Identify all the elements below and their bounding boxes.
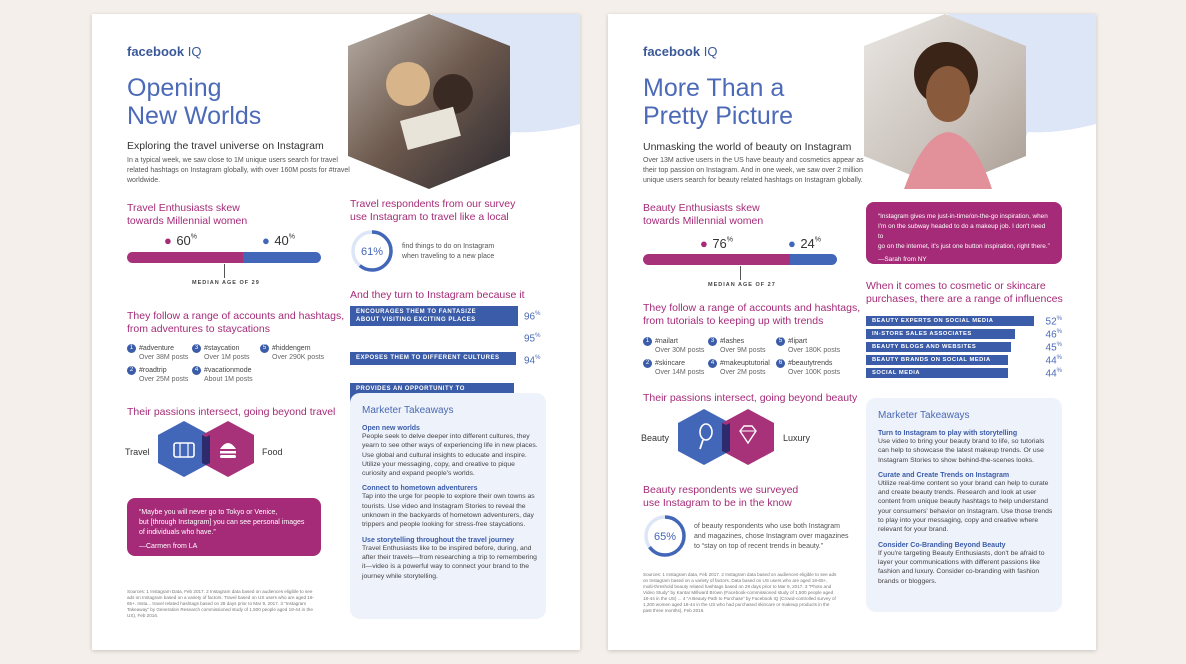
because-label-line-2: ABOUT VISITING EXCITING PLACES — [356, 317, 476, 323]
hashtag-count: Over 1M posts — [204, 354, 250, 361]
female-icon: ● — [164, 233, 172, 248]
because-value-suffix: % — [535, 333, 541, 339]
influence-bar: BEAUTY BLOGS AND WEBSITES — [866, 342, 1011, 352]
local-heading-line-2: use Instagram to travel like a local — [350, 211, 509, 223]
hashtag-item — [708, 337, 766, 355]
respondents-text-line-2: and magazines, chose Instagram over magazines — [694, 533, 849, 540]
travelers-photo — [348, 14, 510, 189]
marketer-takeaways — [866, 398, 1062, 612]
female-icon: ● — [700, 236, 708, 251]
facebook-iq-logo — [127, 44, 201, 59]
influence-value-suffix: % — [1056, 355, 1062, 361]
hashtag-item — [776, 359, 840, 377]
hashtag-count: Over 14M posts — [655, 369, 705, 376]
influence-heading-line-1: When it comes to cosmetic or skincare — [866, 280, 1046, 292]
takeaway-body: Tap into the urge for people to explore their own towns as tourists. Use video and Instagram Stories to reveal the unknown in the backyards of hometown adventurers, day trippers and people looking for stress-free staycations. — [362, 493, 535, 529]
hashtag-count: Over 2M posts — [720, 369, 766, 376]
hashtag-count: About 1M posts — [204, 376, 253, 383]
beauty-quote — [866, 202, 1062, 264]
follow-heading — [127, 310, 344, 336]
hashtag-count: Over 25M posts — [139, 376, 189, 383]
passions-venn — [156, 419, 256, 479]
because-bar — [350, 306, 518, 326]
quote-author: —Sarah from NY — [878, 256, 927, 263]
influence-row — [866, 329, 1062, 341]
respondents-pct-value: 65% — [653, 531, 677, 543]
title-line-1: More Than a — [643, 74, 785, 102]
male-pct-suffix: % — [288, 233, 296, 241]
skew-heading-line-2: towards Millennial women — [127, 215, 248, 227]
respondents-text-line-3: to “stay on top of recent trends in beauty.” — [694, 543, 824, 550]
hashtag-rank: 4 — [192, 366, 201, 375]
male-icon: ● — [262, 233, 270, 248]
influence-row — [866, 355, 1062, 367]
hashtag-item — [192, 344, 250, 362]
influence-row — [866, 368, 1062, 380]
woman-makeup-photo — [864, 14, 1026, 189]
influence-value-suffix: % — [1056, 316, 1062, 322]
median-age: MEDIAN AGE OF 27 — [708, 282, 776, 288]
takeaway-heading: Curate and Create Trends on Instagram — [878, 471, 1010, 479]
local-heading-line-1: Travel respondents from our survey — [350, 198, 516, 210]
female-bar-segment — [127, 252, 243, 263]
local-text — [402, 242, 494, 262]
follow-heading-line-1: They follow a range of accounts and hashtags, — [127, 310, 345, 322]
local-pct-donut — [350, 229, 394, 273]
hashtag-item — [127, 344, 188, 362]
intro-text: In a typical week, we saw close to 1M unique users search for travel related hashtags on Instagram globally, with over 160M posts for #travel worldwide. — [127, 157, 350, 184]
respondents-heading-line-1: Beauty respondents we surveyed — [643, 484, 799, 496]
female-pct-suffix: % — [190, 233, 198, 241]
female-stat — [700, 235, 733, 253]
hashtag-rank: 2 — [127, 366, 136, 375]
quote-line-1: “Instagram gives me just-in-time/on-the-go inspiration, when — [878, 213, 1048, 220]
influence-value-suffix: % — [1056, 329, 1062, 335]
takeaway-body: Use video to bring your beauty brand to life, so tutorials can help to showcase the latest makeup trends. Or use Instagram Stories to show behind-the-scenes looks. — [878, 438, 1045, 464]
respondents-heading — [643, 484, 798, 510]
because-value — [524, 355, 540, 366]
follow-heading-line-2: from adventures to staycations — [127, 323, 270, 335]
because-bar — [350, 352, 516, 365]
passions-heading: Their passions intersect, going beyond beauty — [643, 392, 858, 404]
takeaway-list — [362, 423, 538, 581]
hashtag-name: #staycation — [204, 345, 240, 352]
hashtag-name: #beautytrends — [788, 360, 833, 367]
takeaway-list — [878, 428, 1054, 586]
hashtag-name: #lipart — [788, 338, 808, 345]
takeaway-heading: Turn to Instagram to play with storytelling — [878, 430, 1018, 437]
passion-right-label: Food — [262, 447, 283, 457]
local-text-line-1: find things to do on Instagram — [402, 243, 495, 250]
hashtag-name: #vacationmode — [204, 367, 252, 374]
intro-text: Over 13M active users in the US have beauty and cosmetics appear as their top passion on Instagram. And in one week, we saw over 2 million unique users search for beauty related hashtags on Instagram globally. — [643, 157, 864, 184]
logo-brand: facebook — [127, 44, 185, 59]
hashtag-rank: 1 — [127, 344, 136, 353]
facebook-iq-logo — [643, 44, 717, 59]
quote-line-2: but [through Instagram] you can see personal images — [139, 519, 305, 526]
influence-value — [1046, 342, 1062, 353]
male-stat — [788, 235, 821, 253]
gender-split-bar — [127, 252, 321, 263]
page-subtitle: Exploring the travel universe on Instagram — [127, 140, 324, 152]
hashtag-rank: 4 — [708, 359, 717, 368]
takeaway-heading: Use storytelling throughout the travel journey — [362, 536, 515, 544]
takeaway-heading: Consider Co-Branding Beyond Beauty — [878, 541, 1006, 549]
travel-infographic-page — [92, 14, 580, 650]
because-value — [524, 311, 540, 322]
because-label-line-1: ENCOURAGES THEM TO FANTASIZE — [356, 309, 477, 315]
quote-line-3: go on the internet, it's just one button inspiration, right there.” — [878, 243, 1050, 250]
title-line-2: Pretty Picture — [643, 102, 794, 130]
male-bar-segment — [243, 252, 321, 263]
hashtag-rank: 6 — [776, 359, 785, 368]
influence-bar: BEAUTY EXPERTS ON SOCIAL MEDIA — [866, 316, 1034, 326]
takeaway-heading: Open new worlds — [362, 425, 420, 432]
page-subtitle: Unmasking the world of beauty on Instagram — [643, 141, 852, 153]
hashtag-name: #makeuptutorial — [720, 360, 770, 367]
respondents-pct-donut — [643, 514, 687, 558]
takeaways-title: Marketer Takeaways — [878, 410, 970, 421]
hashtag-count: Over 9M posts — [720, 347, 766, 354]
logo-brand: facebook — [643, 44, 701, 59]
median-marker — [224, 264, 225, 278]
hashtag-name: #adventure — [139, 345, 175, 352]
passion-right-label: Luxury — [783, 433, 811, 443]
hashtag-name: #skincare — [655, 360, 685, 367]
because-value-number: 96 — [524, 311, 536, 323]
male-pct-suffix: % — [814, 236, 822, 244]
influence-value-suffix: % — [1056, 342, 1062, 348]
passions-heading: Their passions intersect, going beyond travel — [127, 406, 336, 418]
influence-bar-list — [866, 316, 1062, 381]
quote-author: —Carmen from LA — [139, 543, 198, 550]
hashtag-count: Over 100K posts — [788, 369, 841, 376]
because-label-line-1: PROVIDES AN OPPORTUNITY TO — [356, 386, 465, 392]
female-stat — [164, 232, 197, 250]
hashtag-count: Over 30M posts — [655, 347, 705, 354]
hashtag-count: Over 180K posts — [788, 347, 841, 354]
influence-value-number: 46 — [1045, 329, 1057, 341]
female-pct-suffix: % — [726, 236, 734, 244]
influence-heading — [866, 280, 1063, 306]
because-value — [524, 333, 540, 344]
passion-left-label: Beauty — [641, 433, 670, 443]
passion-left-label: Travel — [125, 447, 150, 457]
hashtag-count: Over 290K posts — [272, 354, 325, 361]
page-title — [643, 74, 883, 130]
skew-heading — [127, 202, 247, 228]
follow-heading-line-2: from tutorials to keeping up with trends — [643, 315, 824, 327]
because-value-number: 94 — [524, 355, 536, 367]
quote-line-2: I'm on the subway headed to do a makeup job. I don't need to — [878, 223, 1046, 240]
skew-heading — [643, 202, 763, 228]
hashtag-item — [708, 359, 770, 377]
influence-value — [1046, 355, 1062, 366]
influence-bar: IN-STORE SALES ASSOCIATES — [866, 329, 1015, 339]
takeaway-heading: Connect to hometown adventurers — [362, 485, 478, 493]
because-heading: And they turn to Instagram because it — [350, 289, 525, 301]
male-bar-segment — [790, 254, 837, 265]
page-title — [127, 74, 367, 130]
follow-heading-line-1: They follow a range of accounts and hashtags, — [643, 302, 861, 314]
because-value-number: 95 — [524, 333, 536, 345]
hashtag-item — [260, 344, 324, 362]
influence-value-suffix: % — [1056, 368, 1062, 374]
because-label-line-1: EXPOSES THEM TO DIFFERENT CULTURES — [356, 355, 500, 361]
influence-bar: SOCIAL MEDIA — [866, 368, 1008, 378]
influence-row — [866, 316, 1062, 328]
male-icon: ● — [788, 236, 796, 251]
hashtag-rank: 3 — [708, 337, 717, 346]
male-pct: 40 — [274, 233, 289, 248]
respondents-heading-line-2: use Instagram to be in the know — [643, 497, 792, 509]
traveler-quote — [127, 498, 321, 556]
influence-value-number: 44 — [1045, 355, 1057, 367]
takeaway-body: Utilize real-time content so your brand can help to curate and create beauty trends. Research and look at user content from unique beauty hashtags to help understand your consumers' behavior on Instagram. Use those trends to play into your messaging, copy and creative where relevant for your brand. — [878, 479, 1053, 534]
takeaway-body: If you're targeting Beauty Enthusiasts, don't be afraid to layer your communications with different passions like fashion and luxury. Consider co-branding with fashion brands or bloggers. — [878, 549, 1045, 585]
local-pct-value: 61% — [360, 246, 384, 258]
female-pct: 76 — [712, 236, 727, 251]
beauty-infographic-page — [608, 14, 1096, 650]
because-value-suffix: % — [535, 355, 541, 361]
hashtag-item — [643, 337, 704, 355]
hashtag-rank: 1 — [643, 337, 652, 346]
hashtag-item — [643, 359, 704, 377]
influence-value-number: 52 — [1045, 316, 1057, 328]
respondents-text-line-1: of beauty respondents who use both Instagram — [694, 523, 840, 530]
hashtag-name: #nailart — [655, 338, 678, 345]
influence-value-number: 45 — [1045, 342, 1057, 354]
marketer-takeaways — [350, 393, 546, 619]
influence-value — [1046, 316, 1062, 327]
logo-suffix: IQ — [187, 44, 202, 59]
because-value-suffix: % — [535, 311, 541, 317]
sources-footnote: Sources: 1 Instagram Data, Feb 2017. 2 Instagram data based on audiences eligible to see ads on Instagram based on a variety of factors. Travel based on US users who are aged 18-65+. Insta... travel related hashtags based on 28 days prior to Mar 9, 2017. 3 “Instagram Takeaway” by Generation Research commissioned study of 1,500 people aged 18-44 in the US), Feb 2016. — [127, 589, 314, 618]
male-stat — [262, 232, 295, 250]
influence-heading-line-2: purchases, there are a range of influences — [866, 293, 1063, 305]
hashtag-rank: 3 — [192, 344, 201, 353]
skew-heading-line-1: Beauty Enthusiasts skew — [643, 202, 760, 214]
quote-line-3: of individuals who have.” — [139, 529, 216, 536]
influence-row — [866, 342, 1062, 354]
respondents-text — [694, 522, 848, 552]
hashtag-item — [192, 366, 253, 384]
influence-value — [1046, 368, 1062, 379]
local-heading — [350, 198, 515, 224]
local-text-line-2: when traveling to a new place — [402, 253, 495, 260]
male-pct: 24 — [800, 236, 815, 251]
logo-suffix: IQ — [703, 44, 718, 59]
takeaway-body: People seek to delve deeper into different cultures, they yearn to see other ways of experiencing life in new places. Use global and cultural insights to educate and inspire. Utilize your messaging, copy, and creative to pique curiosity and expand people's worlds. — [362, 433, 538, 478]
hashtag-name: #lashes — [720, 338, 745, 345]
sources-footnote: Sources: 1 Instagram data, Feb 2017. 2 Instagram data based on audiences eligible to see ads on Instagram based on a variety of factors. Data based on US users who are aged 18-65+, multi-threshold beauty related hashtags based on 28 days prior to Mar 9, 2017. 3 “Photo and Video Study” by Kantar Millward Brown (Facebook-commissioned study of 1,500 people aged 18-44 in the US) ... 4 “A Beauty Path to Purchase” by Facebook IQ (Crowd-controlled survey of 1,200 women aged 18-44 in the US who had purchased skincare or makeup products in the past three months), Feb 2016. — [643, 572, 837, 613]
gender-split-bar — [643, 254, 837, 265]
hashtag-rank: 5 — [260, 344, 269, 353]
hashtag-count: Over 38M posts — [139, 354, 189, 361]
hashtag-item — [776, 337, 840, 355]
female-pct: 60 — [176, 233, 191, 248]
follow-heading — [643, 302, 860, 328]
hashtag-rank: 5 — [776, 337, 785, 346]
hashtag-item — [127, 366, 188, 384]
skew-heading-line-2: towards Millennial women — [643, 215, 764, 227]
hashtag-rank: 2 — [643, 359, 652, 368]
median-age: MEDIAN AGE OF 29 — [192, 280, 260, 286]
median-marker — [740, 266, 741, 280]
hashtag-name: #roadtrip — [139, 367, 167, 374]
takeaways-title: Marketer Takeaways — [362, 405, 454, 416]
title-line-1: Opening — [127, 74, 222, 102]
influence-value — [1046, 329, 1062, 340]
passions-venn — [676, 407, 776, 467]
influence-bar: BEAUTY BRANDS ON SOCIAL MEDIA — [866, 355, 1008, 365]
influence-value-number: 44 — [1045, 368, 1057, 380]
skew-heading-line-1: Travel Enthusiasts skew — [127, 202, 240, 214]
hashtag-name: #hiddengem — [272, 345, 311, 352]
takeaway-body: Travel Enthusiasts like to be inspired before, during, and after their travels—from researching a trip to remembering it—video is a powerful way to connect your brand to the journey while storytelling. — [362, 544, 537, 580]
quote-line-1: “Maybe you will never go to Tokyo or Venice, — [139, 509, 278, 516]
title-line-2: New Worlds — [127, 102, 262, 130]
female-bar-segment — [643, 254, 790, 265]
